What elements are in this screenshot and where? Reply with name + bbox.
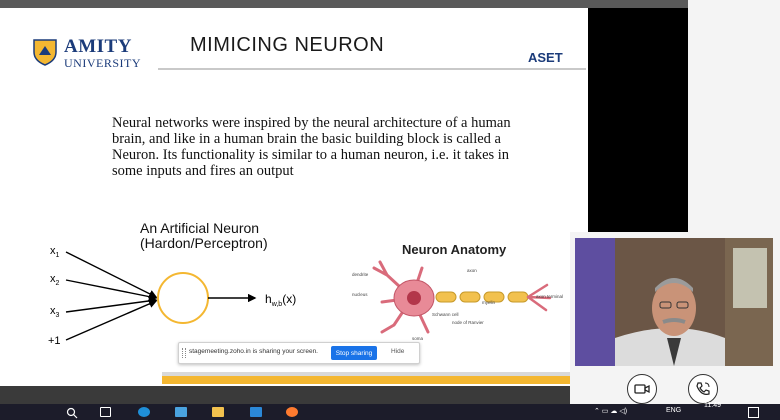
light-side-panel	[688, 0, 780, 232]
amity-logo	[32, 34, 142, 74]
neuron-node	[158, 273, 208, 323]
nucleus-shape	[407, 291, 421, 305]
file-explorer-icon[interactable]	[212, 407, 224, 417]
output-label: $h_{w,b}(x)$	[265, 292, 297, 308]
anatomy-label-myelin: myelin	[482, 300, 496, 305]
edge-browser-icon[interactable]	[138, 407, 150, 417]
phone-call-button[interactable]	[688, 374, 718, 404]
anatomy-label-dendrite: dendrite	[352, 272, 369, 277]
tray-icons[interactable]: ⌃ ▭ ☁ ◁)	[594, 408, 628, 415]
phone-call-icon	[689, 375, 717, 403]
black-side-panel	[588, 8, 688, 232]
language-indicator[interactable]: ENG	[666, 407, 682, 414]
task-view-icon[interactable]	[100, 407, 111, 417]
neuron-anatomy-figure	[332, 240, 568, 352]
shield-logo-icon	[32, 38, 58, 66]
logo-line1: AMITY	[64, 36, 132, 57]
store-icon[interactable]	[175, 407, 187, 417]
anatomy-label-schwann-cell: Schwann cell	[432, 312, 459, 317]
input-x1-edge	[66, 252, 156, 297]
hide-button[interactable]: Hide	[391, 348, 405, 355]
input-x1-label: $x_1$	[50, 245, 60, 259]
screen-share-bar	[178, 342, 420, 364]
drag-handle-icon[interactable]	[182, 348, 186, 358]
anatomy-title: Neuron Anatomy	[402, 242, 507, 257]
department-label: ASET	[528, 50, 563, 65]
participant-video-image	[575, 238, 773, 366]
clock-time[interactable]: 11:49	[704, 402, 721, 409]
window-top-strip	[0, 0, 780, 8]
logo-line2: UNIVERSITY	[64, 56, 141, 70]
input-bias-edge	[66, 301, 156, 340]
video-tile	[570, 232, 780, 406]
mail-icon[interactable]	[250, 407, 262, 417]
slide-title: MIMICING NEURON	[190, 34, 385, 56]
anatomy-label-axon: axon	[467, 268, 477, 273]
neuron-anatomy-illustration	[332, 240, 568, 352]
windows-taskbar	[0, 404, 780, 420]
anatomy-label-nucleus: nucleus	[352, 292, 368, 297]
video-camera-icon	[628, 375, 656, 403]
anatomy-label-node-of-ranvier: node of Ranvier	[452, 320, 484, 325]
input-x3-label: $x_3$	[50, 305, 60, 319]
input-x3-edge	[66, 300, 156, 312]
stop-sharing-button[interactable]: Stop sharing	[331, 346, 377, 360]
firefox-icon[interactable]	[286, 407, 298, 417]
perceptron-diagram	[40, 240, 340, 352]
anatomy-label-axon-terminal: axon terminal	[536, 294, 564, 299]
neuron-title: An Artificial Neuron	[140, 220, 260, 236]
anatomy-label-soma: soma	[412, 336, 424, 341]
participant-video	[575, 238, 773, 366]
input-x2-edge	[66, 280, 156, 298]
share-status-text: stagemeeting.zoho.in is sharing your screen.	[189, 348, 318, 355]
input-bias-label: +1	[48, 335, 61, 347]
search-icon[interactable]	[66, 407, 78, 419]
presentation-slide	[0, 8, 588, 386]
slide-footer-bar	[162, 376, 588, 384]
title-divider	[158, 68, 586, 70]
neuron-subtitle: (Hardon/Perceptron)	[140, 235, 268, 251]
notification-icon[interactable]	[748, 407, 759, 418]
input-x2-label: $x_2$	[50, 273, 60, 287]
video-camera-button[interactable]	[627, 374, 657, 404]
slide-paragraph: Neural networks were inspired by the neural architecture of a human brain, and like in a human brain the basic building block is called a Neuron. Its functionality is similar to a human neuron, i.e. it takes in some inputs and fires an output	[112, 115, 511, 179]
